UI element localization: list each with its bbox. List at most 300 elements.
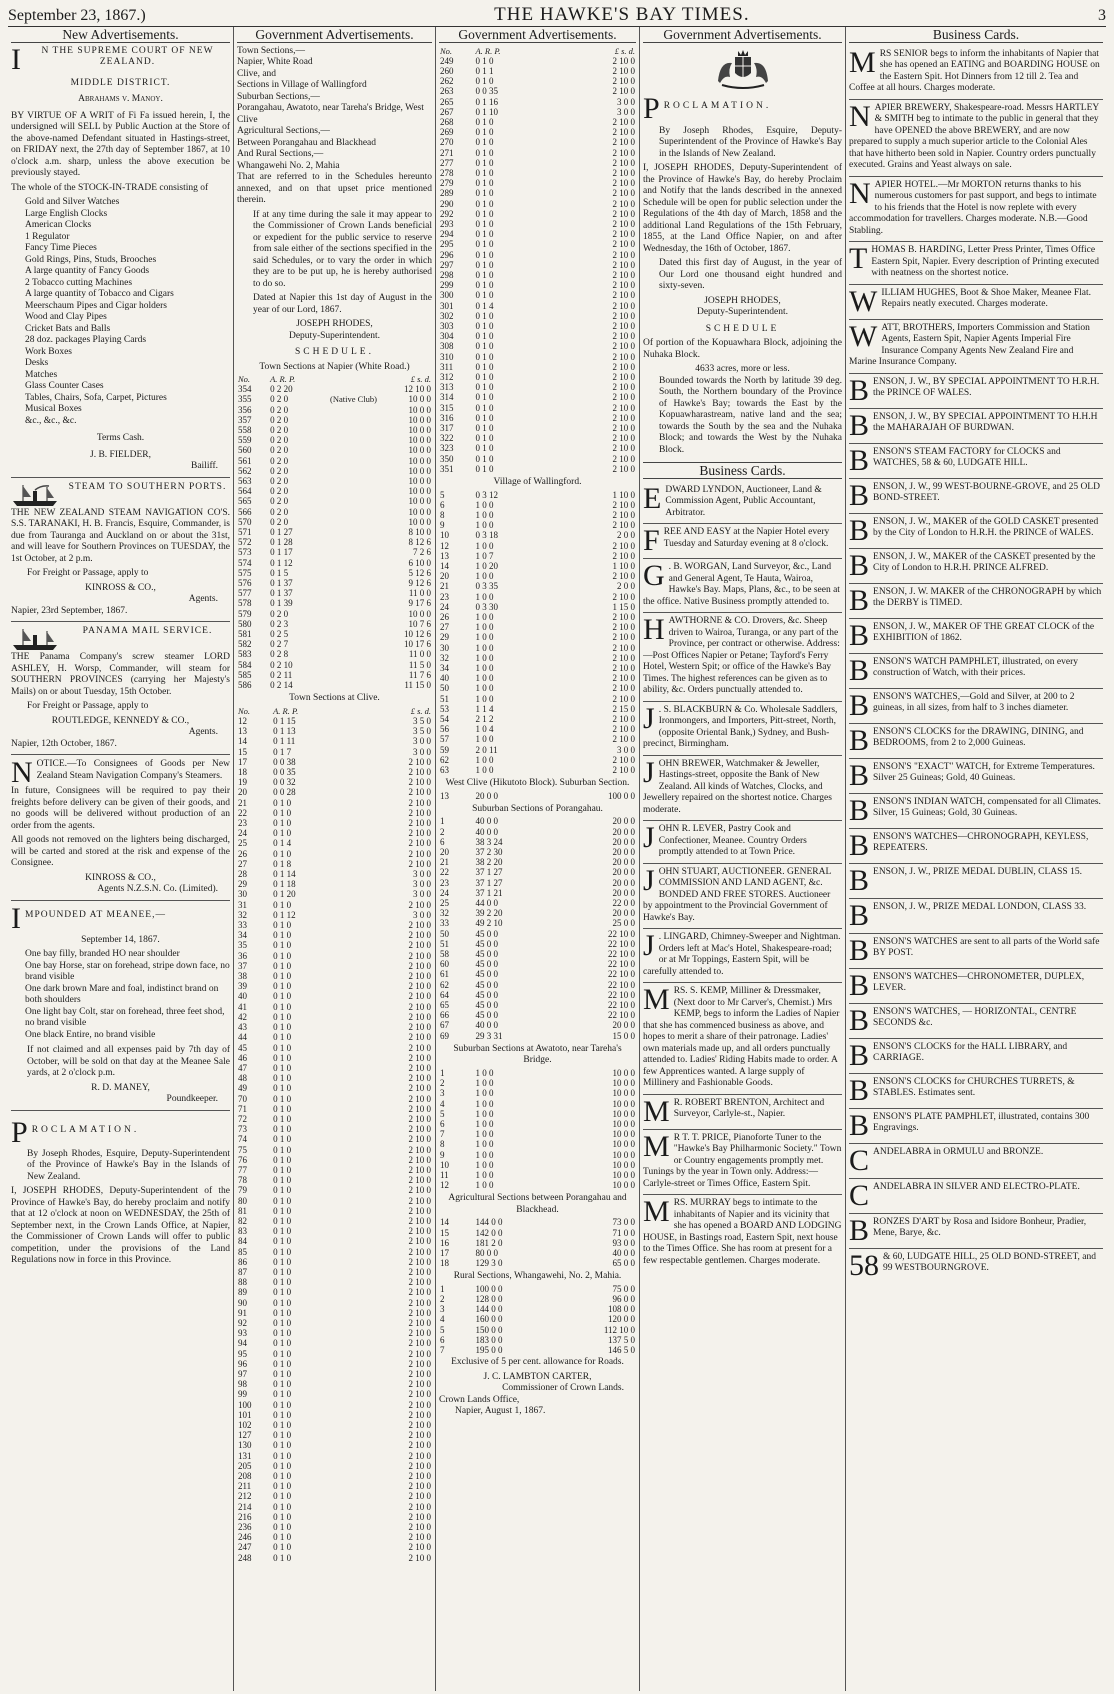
column-government-ads-2 (436, 27, 640, 1691)
section-number: 65 (440, 1000, 449, 1011)
section-area: 0 2 0 (270, 476, 289, 487)
section-price: 137 5 0 (608, 1334, 635, 1345)
section-price: 10 0 0 (408, 394, 431, 405)
section-number: 279 (440, 178, 454, 189)
section-price: 11 0 0 (408, 649, 431, 660)
section-area: 0 1 0 (273, 1409, 292, 1420)
table-row (237, 1002, 432, 1012)
section-number: 62 (440, 979, 449, 990)
table-row (439, 209, 636, 219)
west-clive-table (439, 791, 636, 801)
section-price: 2 10 0 (612, 520, 635, 531)
section-price: 10 0 0 (612, 1139, 635, 1150)
table-row (237, 670, 432, 680)
whangawehi-table (439, 1284, 636, 1355)
table-title: Agricultural Sections between Porangahau and Blackhead. (448, 1193, 627, 1215)
section-number: 32 (440, 908, 449, 919)
section-area: 0 3 12 (475, 489, 498, 500)
section-price: 20 0 0 (612, 867, 635, 878)
section-number: 54 (440, 714, 449, 724)
section-price: 10 0 0 (408, 506, 431, 517)
section-area: 0 1 0 (475, 433, 494, 444)
section-note (329, 578, 378, 588)
section-price: 22 10 0 (608, 1010, 635, 1021)
table-row (439, 1294, 636, 1304)
section-number: 89 (238, 1287, 247, 1298)
section-category: Suburban Sections,— (237, 91, 320, 102)
section-number: 6 (440, 499, 445, 510)
business-card-text: ENSON'S PLATE PAMPHLET, illustrated, contains 300 Engravings. (873, 1111, 1090, 1133)
section-price: 10 0 0 (408, 516, 431, 527)
section-number: 314 (440, 392, 454, 403)
section-area: 183 0 0 (475, 1334, 503, 1345)
business-card (849, 409, 1103, 444)
table-row (439, 602, 636, 612)
section-price: 2 10 0 (612, 280, 635, 291)
section-number: 247 (238, 1542, 252, 1553)
table-row (237, 1369, 432, 1379)
section-area: 0 1 0 (273, 1379, 292, 1390)
table-row (439, 510, 636, 520)
section-area: 1 0 0 (475, 509, 494, 520)
commissioner-signature: J. C. LAMBTON CARTER, (483, 1371, 592, 1382)
section-price: 2 10 0 (612, 310, 635, 321)
section-price: 2 10 0 (408, 1215, 431, 1226)
section-number: 33 (440, 918, 449, 929)
notice-body: In future, Consignees will be required to pay their freights before delivery can be given of their goods, and no goods will be delivered without production of an order from the agents. (11, 786, 230, 831)
business-card-text: ENSON'S WATCHES,—Gold and Silver, at 200 to 2 guineas, in all sizes, from half to 3 inches diameter. (873, 691, 1075, 713)
table-row (439, 888, 636, 898)
section-price: 73 0 0 (612, 1217, 635, 1228)
section-area: 45 0 0 (475, 959, 498, 970)
business-card-text: RS. S. KEMP, Milliner & Dressmaker, (Next door to Mr Carver's, Chemist.) Mrs KEMP, begs to inform the Ladies of Napier that she has commenced business as above, and hopes to merit a share of their patronage. Ladies' own materials made up, and all orders punctually attended to. Ladies' Riding Habits made to order. A few Apprentices wanted. A large supply of Millinery and Fashionable Goods. (643, 986, 840, 1088)
section-number: 75 (238, 1144, 247, 1155)
section-area: 0 2 0 (270, 608, 289, 619)
section-number: 94 (238, 1338, 247, 1349)
section-number: 79 (238, 1185, 247, 1196)
section-number: 2 (440, 1294, 445, 1305)
section-area: 1 0 0 (475, 1118, 494, 1129)
section-number: 354 (238, 384, 252, 395)
impounded-animal: One bay filly, branded HO near shoulder (25, 949, 180, 959)
section-price: 2 10 0 (408, 1369, 431, 1379)
section-area: 0 1 12 (270, 557, 293, 568)
business-card (849, 1179, 1103, 1214)
table-row (439, 148, 636, 158)
business-card (643, 864, 842, 930)
section-price: 22 10 0 (608, 938, 635, 949)
table-row (237, 828, 432, 838)
section-area: 0 1 0 (273, 1450, 292, 1461)
section-number: 74 (238, 1134, 247, 1145)
drop-cap: B (849, 583, 870, 617)
section-area: 0 1 27 (270, 527, 293, 538)
table-row (237, 1236, 432, 1246)
table-row (439, 898, 636, 908)
drop-cap: B (849, 478, 870, 512)
section-number: 8 (440, 1139, 445, 1150)
section-price: 22 10 0 (608, 959, 635, 970)
proclamation-title: ROCLAMATION. (31, 1124, 140, 1135)
table-header-row (237, 374, 432, 384)
section-number: 47 (238, 1062, 247, 1073)
section-price: 2 10 0 (612, 249, 635, 260)
business-card (643, 1130, 842, 1196)
section-area: 0 1 0 (475, 167, 494, 178)
section-price: 10 0 0 (612, 1118, 635, 1129)
section-area: 0 1 0 (273, 1481, 292, 1492)
section-price: 2 10 0 (612, 382, 635, 393)
section-area: 0 1 0 (475, 423, 494, 434)
section-price: 2 10 0 (612, 178, 635, 189)
section-number: 581 (238, 629, 252, 640)
section-number: 311 (440, 361, 454, 372)
section-area: 0 1 0 (475, 351, 494, 362)
section-number: 246 (238, 1532, 252, 1543)
section-area: 144 0 0 (475, 1217, 503, 1228)
table-row (439, 969, 636, 979)
section-number: 93 (238, 1328, 247, 1339)
section-area: 0 1 0 (475, 259, 494, 270)
section-number: 356 (238, 404, 252, 415)
section-number: 25 (238, 838, 247, 849)
section-area: 1 0 20 (475, 560, 498, 571)
section-number: 32 (440, 652, 449, 663)
section-area: 1 0 0 (475, 1078, 494, 1089)
section-number: 64 (440, 989, 449, 1000)
schedule-acres: 4633 acres, more or less. (695, 364, 790, 374)
section-price: 1 10 0 (612, 560, 635, 571)
section-number: 22 (440, 867, 449, 878)
section-area: 1 0 7 (475, 550, 494, 561)
section-area: 0 1 0 (475, 229, 494, 240)
section-area: 0 2 0 (270, 496, 289, 507)
section-price: 2 10 0 (408, 767, 431, 778)
section-number: 21 (440, 581, 449, 592)
table-row (439, 107, 636, 117)
proclamation-title: ROCLAMATION. (663, 100, 772, 111)
masthead (8, 4, 1106, 27)
section-area: 0 1 0 (273, 991, 292, 1002)
section-number: 561 (238, 455, 252, 466)
table-row (237, 1542, 432, 1552)
section-area: 0 2 0 (270, 506, 289, 517)
table-row (439, 632, 636, 642)
business-card-text: . LINGARD, Chimney-Sweeper and Nightman. Orders left at Mac's Hotel, Shakespeare-road; or at Mr Toppings, Eastern Spit, will be carefully attended to. (643, 932, 841, 977)
steam-agent: KINROSS & CO., (85, 582, 156, 593)
business-card (849, 514, 1103, 549)
divider (11, 754, 230, 755)
section-price: 2 10 0 (612, 591, 635, 602)
section-area: 0 2 11 (270, 669, 293, 680)
section-number: 57 (440, 734, 449, 745)
section-price: 2 10 0 (612, 208, 635, 219)
table-row (237, 1206, 432, 1216)
section-price: 2 10 0 (408, 899, 431, 910)
business-card-text: ENSON'S CLOCKS for the HALL LIBRARY, and CARRIAGE. (873, 1041, 1068, 1063)
stock-item: Meerschaum Pipes and Cigar holders (25, 300, 167, 311)
impounded-animal: One black Entire, no brand visible (25, 1029, 156, 1040)
section-note (329, 384, 378, 394)
section-price: 2 10 0 (408, 1185, 431, 1196)
section-number: 39 (238, 981, 247, 992)
table-row (237, 1216, 432, 1226)
drop-cap: B (849, 793, 870, 827)
section-area: 128 0 0 (475, 1294, 503, 1305)
section-number: 34 (440, 662, 449, 673)
table-row (439, 918, 636, 928)
table-row (237, 777, 432, 787)
section-price: 2 10 0 (612, 320, 635, 331)
table-row (237, 588, 432, 598)
steam-notice (11, 482, 230, 618)
table-row (439, 1129, 636, 1139)
drop-cap: J (643, 821, 655, 854)
section-price: 2 10 0 (408, 1532, 431, 1543)
table-row (237, 558, 432, 568)
section-price: 2 10 0 (408, 1409, 431, 1420)
section-area: 0 1 0 (273, 1369, 292, 1379)
table-row (439, 341, 636, 351)
section-price: 20 0 0 (612, 816, 635, 827)
section-area: 0 1 0 (273, 1460, 292, 1471)
section-number: 17 (238, 756, 247, 767)
table-row (439, 816, 636, 826)
section-area: 0 1 0 (273, 1144, 292, 1155)
section-number: 27 (238, 858, 247, 869)
section-area: 44 0 0 (475, 898, 498, 909)
section-price: 2 10 0 (612, 269, 635, 280)
section-note (329, 547, 378, 557)
column-government-ads-1 (234, 27, 436, 1691)
section-area: 0 1 0 (475, 412, 494, 423)
section-number: 212 (238, 1491, 252, 1502)
section-area: 0 1 0 (273, 1552, 292, 1563)
table-row (237, 716, 432, 726)
section-number: 37 (238, 960, 247, 971)
section-price: 3 0 0 (413, 746, 431, 757)
section-area: 37 1 21 (475, 887, 503, 898)
section-note (329, 405, 378, 415)
section-area: 37 1 27 (475, 867, 503, 878)
schedule-heading: SCHEDULE (705, 323, 780, 334)
table-row (237, 660, 432, 670)
table-row (439, 592, 636, 602)
section-number: 24 (238, 828, 247, 839)
section-price: 3 0 0 (413, 736, 431, 747)
section-note (329, 588, 378, 598)
section-area: 0 1 0 (273, 1011, 292, 1022)
section-number: 66 (440, 1010, 449, 1021)
section-price: 10 0 0 (612, 1098, 635, 1109)
section-area: 0 1 37 (270, 578, 293, 589)
stock-item: Cricket Bats and Balls (25, 323, 111, 334)
section-number: 78 (238, 1175, 247, 1186)
section-number: 17 (440, 1247, 449, 1258)
napier-sections-table (237, 374, 432, 690)
court-body-2: The whole of the STOCK-IN-TRADE consisting of (11, 182, 209, 193)
section-area: 0 1 0 (475, 320, 494, 331)
section-price: 2 10 0 (612, 86, 635, 97)
section-price: 20 0 0 (612, 847, 635, 858)
impound-item-list (11, 949, 230, 1041)
section-area: 1 0 4 (475, 724, 494, 735)
section-number: 48 (238, 1073, 247, 1084)
section-number: 12 (440, 1180, 449, 1191)
section-price: 3 0 0 (413, 889, 431, 900)
section-number: 88 (238, 1277, 247, 1288)
section-number: 211 (238, 1481, 252, 1492)
section-price: 2 10 0 (408, 818, 431, 829)
stock-item: Gold and Silver Watches (25, 197, 120, 207)
table-row (439, 1000, 636, 1010)
section-area: 0 1 8 (273, 858, 292, 869)
section-number: 316 (440, 412, 454, 423)
table-row (439, 1099, 636, 1109)
business-card (849, 374, 1103, 409)
section-number: 18 (238, 767, 247, 778)
section-area: 0 1 0 (273, 1287, 292, 1298)
section-price: 2 10 0 (612, 402, 635, 413)
section-area: 0 1 0 (273, 920, 292, 931)
table-row (237, 1012, 432, 1022)
section-price: 2 10 0 (408, 1338, 431, 1349)
section-area: 0 0 28 (273, 787, 296, 798)
business-card-text: & 60, LUDGATE HILL, 25 OLD BOND-STREET, and 99 WESTBOURNGROVE. (883, 1251, 1097, 1273)
business-card (849, 1004, 1103, 1039)
section-price: 3 0 0 (413, 879, 431, 890)
business-card (849, 1214, 1103, 1249)
steamship-icon (11, 482, 61, 508)
section-area: 0 1 0 (273, 1317, 292, 1328)
section-area: 0 1 0 (475, 249, 494, 260)
table-row (237, 961, 432, 971)
section-price: 2 10 0 (612, 499, 635, 510)
section-price: 2 10 0 (408, 1420, 431, 1431)
section-price: 2 10 0 (408, 1195, 431, 1206)
table-row (439, 704, 636, 714)
section-number: 12 (440, 540, 449, 551)
section-price: 2 10 0 (408, 1226, 431, 1237)
section-number: 2 (440, 1078, 445, 1089)
table-row (237, 1481, 432, 1491)
section-number: 16 (440, 1237, 449, 1248)
table-row (237, 1308, 432, 1318)
col-no: No. (440, 45, 453, 56)
section-area: 0 2 0 (270, 455, 289, 466)
section-number: 12 (238, 716, 247, 726)
section-number: 34 (238, 930, 247, 941)
table-row (439, 847, 636, 857)
section-area: 0 1 0 (273, 1328, 292, 1339)
sections-body-2: If at any time during the sale it may appear to the Commissioner of Crown Lands beneficial or expedient for the public service to reserve from sale either of the sections specified in the said Schedules, or to vary the order in which they are to be put up, he is hereby authorised to do so. (253, 209, 432, 289)
section-price: 2 10 0 (408, 1307, 431, 1318)
section-number: 86 (238, 1256, 247, 1267)
drop-cap: N (849, 176, 871, 210)
section-price: 1 15 0 (612, 601, 635, 612)
section-area: 1 0 0 (475, 591, 494, 602)
section-area: 0 1 0 (475, 453, 494, 464)
section-number: 262 (440, 76, 454, 87)
col-arp: A. R. P. (270, 374, 296, 384)
table-row (439, 290, 636, 300)
impound-body: If not claimed and all expenses paid by 7th day of October, will be sold on that day at the Meanee Sale yards, at 2 o'clock p.m. (27, 1045, 230, 1078)
table-row (439, 56, 636, 66)
section-number: 24 (440, 887, 449, 898)
section-number: 315 (440, 402, 454, 413)
section-area: 37 1 27 (475, 877, 503, 888)
table-row (237, 1094, 432, 1104)
business-card (643, 524, 842, 559)
section-price: 10 0 0 (612, 1169, 635, 1180)
impounded-animal: One dark brown Mare and foal, indistinct brand on both shoulders (25, 983, 219, 1005)
section-price: 65 0 0 (612, 1258, 635, 1269)
column-heading: Business Cards. (849, 27, 1103, 43)
drop-cap: H (643, 613, 665, 646)
section-area: 195 0 0 (475, 1345, 503, 1356)
section-price: 2 10 0 (408, 1083, 431, 1094)
table-row (439, 1010, 636, 1020)
table-row (439, 653, 636, 663)
section-number: 95 (238, 1348, 247, 1359)
stock-item: 1 Regulator (25, 231, 70, 242)
section-number: 13 (440, 550, 449, 561)
table-row (237, 818, 432, 828)
section-number: 13 (440, 790, 449, 801)
section-number: 13 (238, 726, 247, 737)
section-price: 2 10 0 (408, 1277, 431, 1288)
table-row (237, 466, 432, 476)
section-number: 299 (440, 280, 454, 291)
business-card (643, 1195, 842, 1271)
business-card-text: HOMAS B. HARDING, Letter Press Printer, Times Office Eastern Spit, Napier. Every description of Printing executed with neatness on the shortest notice. (871, 245, 1100, 278)
section-price: 2 10 0 (408, 1491, 431, 1502)
table-row (439, 423, 636, 433)
table-row (439, 1284, 636, 1294)
section-number: 6 (440, 1118, 445, 1129)
section-number: 304 (440, 331, 454, 342)
section-area: 0 1 0 (273, 1532, 292, 1543)
table-title: Town Sections at Clive. (289, 693, 380, 704)
stock-item: Large English Clocks (25, 208, 108, 219)
table-row (439, 791, 636, 801)
section-category: Napier, White Road (237, 57, 313, 67)
section-price: 9 17 6 (408, 598, 431, 609)
section-price: 10 12 6 (404, 629, 431, 640)
section-area: 0 1 18 (273, 879, 296, 890)
section-price: 2 10 0 (408, 797, 431, 808)
table-row (439, 1119, 636, 1129)
table-row (439, 301, 636, 311)
section-area: 0 1 1 (475, 65, 494, 76)
section-number: 205 (238, 1460, 252, 1471)
business-card (849, 1074, 1103, 1109)
table-row (237, 609, 432, 619)
section-area: 0 1 4 (475, 300, 494, 311)
section-area: 0 1 0 (273, 1522, 292, 1533)
table-row (439, 765, 636, 775)
section-number: 9 (440, 520, 445, 531)
section-number: 51 (440, 938, 449, 949)
section-area: 0 1 0 (475, 331, 494, 342)
table-row (439, 1345, 636, 1355)
table-row (237, 889, 432, 899)
table-row (237, 1400, 432, 1410)
business-card (849, 794, 1103, 829)
section-number: 293 (440, 218, 454, 229)
section-number: 100 (238, 1399, 252, 1410)
section-number: 269 (440, 127, 454, 138)
